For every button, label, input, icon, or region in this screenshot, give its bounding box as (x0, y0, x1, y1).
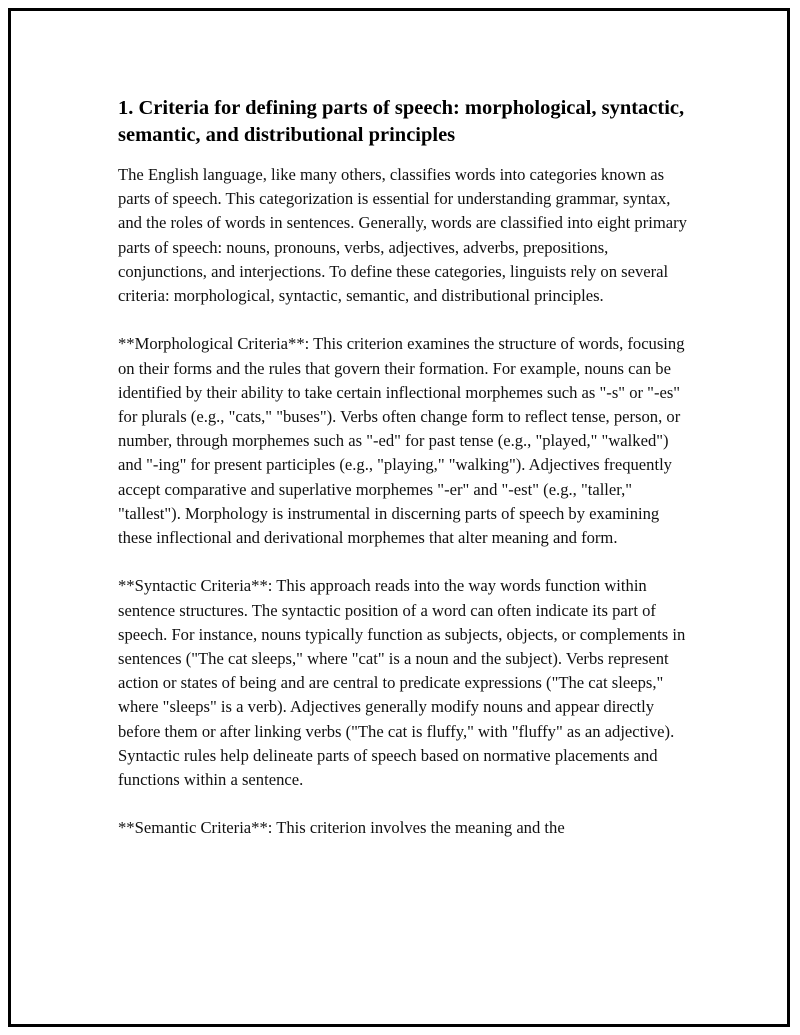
section-heading: 1. Criteria for defining parts of speech: morphological, syntactic, semantic, and distributional principles (118, 97, 685, 146)
paragraph-semantic-criteria: **Semantic Criteria**: This criterion involves the meaning and the (118, 818, 565, 838)
paragraph-morphological-criteria: **Morphological Criteria**: This criterion examines the structure of words, focusing on their forms and the rules that govern their formation. For example, nouns can be identified by their ability to take certain inflectional morphemes such as "-s" or "-es" for plurals (e.g., "cats," "buses"). Verbs often change form to reflect tense, person, or number, through morphemes such as "-ed" for past tense (e.g., "played," "walked") and "-ing" for present participles (e.g., "playing," "walking"). Adjectives frequently accept comparative and superlative morphemes "-er" and "-est" (e.g., "taller," "tallest"). Morphology is instrumental in discerning parts of speech by examining these inflectional and derivational morphemes that alter meaning and form. (118, 334, 685, 548)
paragraph-syntactic-criteria: **Syntactic Criteria**: This approach reads into the way words function within sentence structures. The syntactic position of a word can often indicate its part of speech. For instance, nouns typically function as subjects, objects, or complements in sentences ("The cat sleeps," where "cat" is a noun and the subject). Verbs represent action or states of being and are central to predicate expressions ("The cat sleeps," where "sleeps" is a verb). Adjectives generally modify nouns and appear directly before them or after linking verbs ("The cat is fluffy," with "fluffy" as an adjective). Syntactic rules help delineate parts of speech based on normative placements and functions within a sentence. (118, 576, 686, 790)
document-body (118, 95, 688, 865)
page-frame (8, 8, 790, 1027)
paragraph-introduction: The English language, like many others, classifies words into categories known as parts of speech. This categorization is essential for understanding grammar, syntax, and the roles of words in sentences. Generally, words are classified into eight primary parts of speech: nouns, pronouns, verbs, adjectives, adverbs, prepositions, conjunctions, and interjections. To define these categories, linguists rely on several criteria: morphological, syntactic, semantic, and distributional principles. (118, 165, 687, 306)
